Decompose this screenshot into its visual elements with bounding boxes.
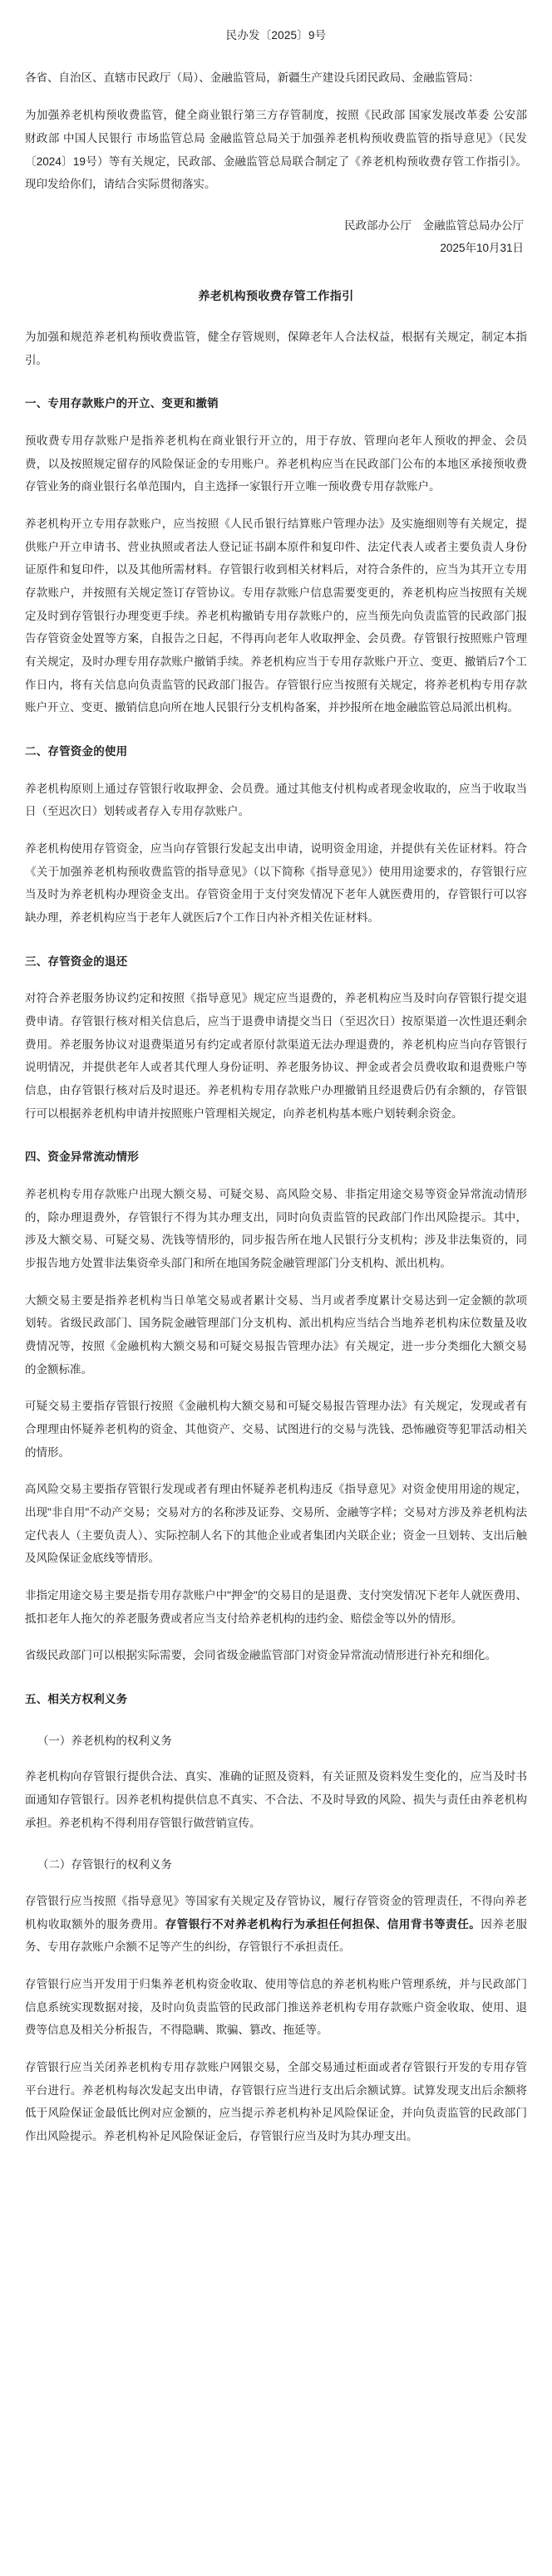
section-3-paragraph-1: 对符合养老服务协议约定和按照《指导意见》规定应当退费的，养老机构应当及时向存管银行提交退费申请。存管银行核对相关信息后，应当于退费申请提交当日（至迟次日）按原渠道一次性退还剩余费用。养老服务协议对退费渠道另有约定或者原付款渠道无法办理退费的，养老机构应当向存管银行说明情况，并提供老年人或者其代理人身份证明、养老服务协议、押金或者会员费收取和退费账户等信息，由存管银行核对后及时退还。养老机构专用存款账户办理撤销且经退费后仍有余额的，存管银行可以根据养老机构申请并按照账户管理相关规定，向养老机构基本账户划转剩余资金。 xyxy=(25,992,527,1120)
signature-issuers: 民政部办公厅 金融监管总局办公厅 xyxy=(344,218,524,232)
signature-block xyxy=(25,214,527,259)
section-4-paragraph-3: 可疑交易主要指存管银行按照《金融机构大额交易和可疑交易报告管理办法》有关规定，发现或者有合理理由怀疑养老机构的资金、其他资产、交易、试图进行的交易与洗钱、恐怖融资等犯罪活动相关的情形。 xyxy=(25,1400,527,1459)
subsection-5-2-paragraph-2: 存管银行应当开发用于归集养老机构资金收取、使用等信息的养老机构账户管理系统，并与民政部门信息系统实现数据对接，及时向负责监管的民政部门推送养老机构专用存款账户资金收取、使用、退费等信息及相关分析报告，不得隐瞒、欺骗、篡改、拖延等。 xyxy=(25,1978,527,2037)
subsection-heading-5-1: （一）养老机构的权利义务 xyxy=(37,1734,172,1747)
subsection-5-2-paragraph-3: 存管银行应当关闭养老机构专用存款账户网银交易，全部交易通过柜面或者存管银行开发的专用存管平台进行。养老机构每次发起支出申请，存管银行应当进行支出后余额试算。试算发现支出后余额将低于风险保证金最低比例对应金额的，应当提示养老机构补足风险保证金，并向负责监管的民政部门作出风险提示。养老机构补足风险保证金后，存管银行应当及时为其办理支出。 xyxy=(25,2061,527,2143)
document-intro: 为加强和规范养老机构预收费监管，健全存管规则，保障老年人合法权益，根据有关规定，制定本指引。 xyxy=(25,330,527,366)
document-addressee: 各省、自治区、直辖市民政厅（局）、金融监管局，新疆生产建设兵团民政局、金融监管局： xyxy=(25,71,480,84)
section-heading-3: 三、存管资金的退还 xyxy=(25,954,128,968)
section-1-paragraph-1: 预收费专用存款账户是指养老机构在商业银行开立的，用于存放、管理向老年人预收的押金、会员费，以及按照规定留存的风险保证金的专用账户。养老机构应当在民政部门公布的本地区承接预收费存管业务的商业银行名单范围内，自主选择一家银行开立唯一预收费专用存款账户。 xyxy=(25,434,527,493)
section-2-paragraph-1: 养老机构原则上通过存管银行收取押金、会员费。通过其他支付机构或者现金收取的，应当于收取当日（至迟次日）划转或者存入专用存款账户。 xyxy=(25,782,527,818)
document-number: 民办发〔2025〕9号 xyxy=(225,29,327,42)
section-4-paragraph-5: 非指定用途交易主要是指专用存款账户中"押金"的交易目的是退费、支付突发情况下老年人就医费用、抵扣老年人拖欠的养老服务费或者应当支付给养老机构的违约金、赔偿金等以外的情形。 xyxy=(25,1589,527,1625)
section-4-paragraph-1: 养老机构专用存款账户出现大额交易、可疑交易、高风险交易、非指定用途交易等资金异常流动情形的，除办理退费外，存管银行不得为其办理支出，同时向负责监管的民政部门作出风险提示。其中，涉及大额交易、可疑交易、洗钱等情形的，同步报告所在地人民银行分支机构；涉及非法集资的，同步报告地方处置非法集资牵头部门和所在地国务院金融管理部门分支机构、派出机构。 xyxy=(25,1187,527,1269)
document-preamble: 为加强养老机构预收费监管，健全商业银行第三方存管制度，按照《民政部 国家发展改革委 公安部 财政部 中国人民银行 市场监管总局 金融监管总局关于加强养老机构预收费监管的指导意见》（民发〔2024〕19号）等有关规定，民政部、金融监管总局联合制定了《养老机构预收费存管工作指引》。现印发给你们，请结合实际贯彻落实。 xyxy=(25,109,527,191)
signature-date: 2025年10月31日 xyxy=(440,241,524,254)
section-2-paragraph-2: 养老机构使用存管资金，应当向存管银行发起支出申请，说明资金用途，并提供有关佐证材料。符合《关于加强养老机构预收费监管的指导意见》（以下简称《指导意见》）使用用途要求的，存管银行应当及时为养老机构办理资金支出。存管资金用于支付突发情况下老年人就医费用的，存管银行可以容缺办理，养老机构应当于老年人就医后7个工作日内补齐相关佐证材料。 xyxy=(25,841,527,924)
section-heading-4: 四、资金异常流动情形 xyxy=(25,1151,139,1164)
section-4-paragraph-2: 大额交易主要是指养老机构当日单笔交易或者累计交易、当月或者季度累计交易达到一定金额的款项划转。省级民政部门、国务院金融管理部门分支机构、派出机构应当结合当地养老机构床位数量及收费情况等，按照《金融机构大额交易和可疑交易报告管理办法》有关规定，进一步分类细化大额交易的金额标准。 xyxy=(25,1293,527,1376)
section-1-paragraph-2: 养老机构开立专用存款账户，应当按照《人民币银行结算账户管理办法》及实施细则等有关规定，提供账户开立申请书、营业执照或者法人登记证书副本原件和复印件、法定代表人或者主要负责人身份证原件和复印件，以及其他所需材料。存管银行收到相关材料后，对符合条件的，应当为其开立专用存款账户，并按照有关规定签订存管协议。专用存款账户信息需要变更的，养老机构应当按照有关规定及时到存管银行办理变更手续。养老机构撤销专用存款账户的，应当预先向负责监管的民政部门报告存管资金处置等方案，自报告之日起，不得再向老年人收取押金、会员费。存管银行按照账户管理有关规定，及时办理专用存款账户撤销手续。养老机构应当于专用存款账户开立、变更、撤销后7个工作日内，将有关信息向负责监管的民政部门报告。存管银行应当按照有关规定，将养老机构专用存款账户开立、变更、撤销信息向所在地人民银行分支机构备案，并抄报所在地金融监管总局派出机构。 xyxy=(25,517,527,714)
section-heading-5: 五、相关方权利义务 xyxy=(25,1693,128,1706)
subsection-5-2-paragraph-1: 存管银行应当按照《指导意见》等国家有关规定及存管协议，履行存管资金的管理责任，不得向养老机构收取额外的服务费用。存管银行不对养老机构行为承担任何担保、信用背书等责任。因养老服务、专用存款账户余额不足等产生的纠纷，存管银行不承担责任。 xyxy=(25,1895,528,1954)
emphasized-clause: 存管银行不对养老机构行为承担任何担保、信用背书等责任。 xyxy=(165,1917,481,1931)
subsection-5-1-paragraph-1: 养老机构向存管银行提供合法、真实、准确的证照及资料，有关证照及资料发生变化的，应当及时书面通知存管银行。因养老机构提供信息不真实、不合法、不及时导致的风险、损失与责任由养老机构承担。养老机构不得利用存管银行做营销宣传。 xyxy=(25,1770,527,1829)
document-title: 养老机构预收费存管工作指引 xyxy=(198,288,354,302)
section-heading-2: 二、存管资金的使用 xyxy=(25,745,128,758)
subsection-heading-5-2: （二）存管银行的权利义务 xyxy=(37,1858,172,1872)
section-4-paragraph-4: 高风险交易主要指存管银行发现或者有理由怀疑养老机构违反《指导意见》对资金使用用途的规定，出现"非自用"不动产交易；交易对方的名称涉及证券、交易所、金融等字样；交易对方涉及养老机构法定代表人（主要负责人）、实际控制人名下的其他企业或者集团内关联企业；资金一旦划转、支出后触及风险保证金底线等情形。 xyxy=(25,1483,527,1565)
section-4-paragraph-6: 省级民政部门可以根据实际需要，会同省级金融监管部门对资金异常流动情形进行补充和细化。 xyxy=(25,1649,496,1662)
section-heading-1: 一、专用存款账户的开立、变更和撤销 xyxy=(25,397,219,410)
